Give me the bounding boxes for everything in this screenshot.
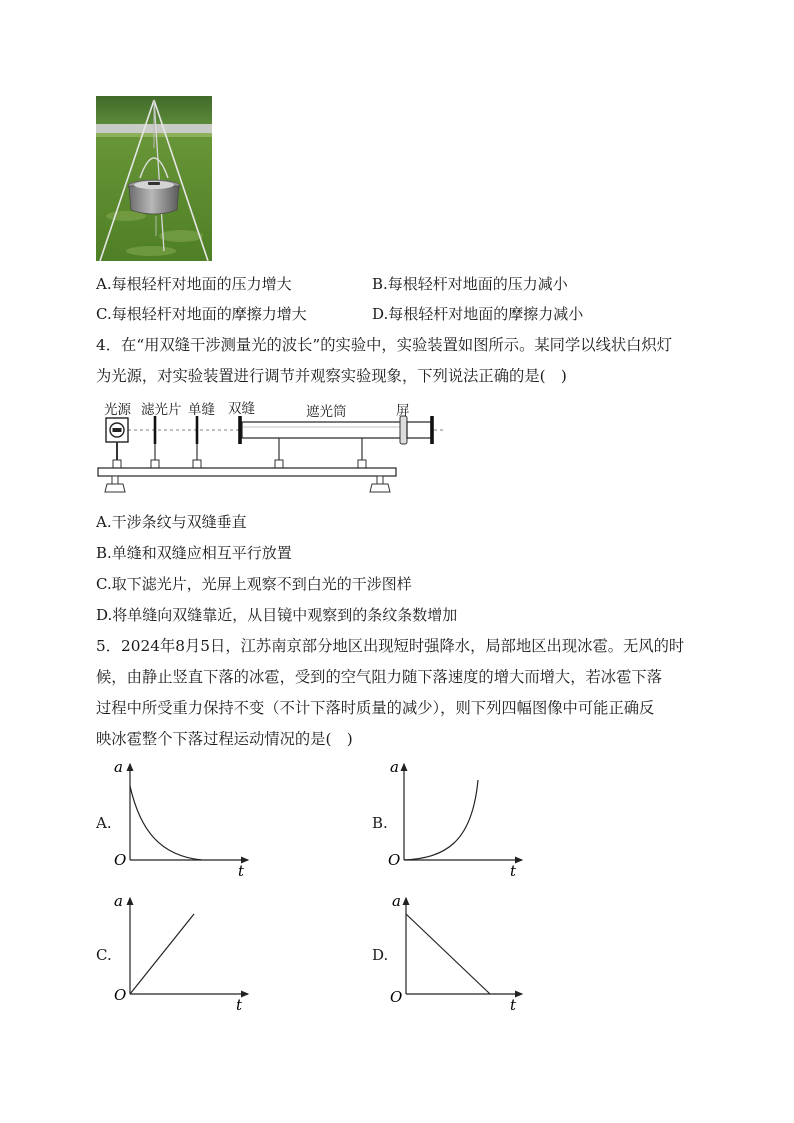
graph-c — [110, 890, 260, 1014]
q4-stem-line-2: 为光源，对实验装置进行调节并观察实验现象，下列说法正确的是( ) — [96, 367, 567, 385]
graph-d — [386, 890, 536, 1014]
line — [406, 914, 490, 994]
q5-stem-line-1: 5．2024年8月5日，江苏南京部分地区出现短时强降水，局部地区出现冰雹。无风的时 — [96, 637, 685, 655]
graph-b-label: B. — [372, 814, 388, 832]
label-filter: 滤光片 — [141, 402, 182, 418]
q5-stem-line-2: 候，由静止竖直下落的冰雹，受到的空气阻力随下落速度的增大而增大，若冰雹下落 — [96, 668, 662, 686]
graph-a — [110, 758, 260, 882]
graph-d-label: D. — [372, 946, 389, 964]
q4-option-a: A.干涉条纹与双缝垂直 — [96, 513, 247, 531]
curve — [130, 786, 202, 860]
label-screen: 屏 — [396, 403, 410, 419]
single-slit — [193, 416, 201, 468]
label-light-tube: 遮光筒 — [306, 404, 347, 420]
tripod-pot-photo — [96, 96, 212, 261]
label-single-slit: 单缝 — [188, 402, 215, 418]
label-light-source: 光源 — [104, 402, 131, 418]
x-axis-label: t — [236, 996, 243, 1014]
light-source — [106, 418, 128, 468]
q3-option-b: B.每根轻杆对地面的压力减小 — [372, 275, 568, 293]
q4-option-c: C.取下滤光片，光屏上观察不到白光的干涉图样 — [96, 575, 412, 593]
q4-option-b: B.单缝和双缝应相互平行放置 — [96, 544, 292, 562]
y-axis-label: a — [390, 758, 399, 776]
x-axis-label: t — [238, 862, 245, 880]
origin-label: O — [390, 988, 403, 1006]
line — [130, 914, 194, 994]
y-axis-label: a — [392, 892, 401, 910]
q3-option-c: C.每根轻杆对地面的摩擦力增大 — [96, 305, 307, 323]
graph-b — [384, 758, 534, 882]
y-axis-label: a — [114, 758, 123, 776]
q5-stem-line-4: 映冰雹整个下落过程运动情况的是( ) — [96, 730, 353, 748]
optical-bench — [98, 468, 396, 492]
q3-option-a: A.每根轻杆对地面的压力增大 — [96, 275, 292, 293]
filter — [151, 416, 159, 468]
q4-option-d: D.将单缝向双缝靠近，从目镜中观察到的条纹条数增加 — [96, 606, 458, 624]
tripod-pot-image — [96, 96, 212, 261]
label-double-slit: 双缝 — [228, 401, 255, 417]
q5-stem-line-3: 过程中所受重力保持不变（不计下落时质量的减少），则下列四幅图像中可能正确反 — [96, 699, 655, 717]
curve — [404, 780, 478, 860]
q4-stem-line-1: 4．在“用双缝干涉测量光的波长”的实验中，实验装置如图所示。某同学以线状白炽灯 — [96, 336, 673, 354]
x-axis-label: t — [510, 996, 517, 1014]
origin-label: O — [114, 986, 127, 1004]
light-tube — [240, 416, 432, 468]
q3-option-d: D.每根轻杆对地面的摩擦力减小 — [372, 305, 584, 323]
graph-a-label: A. — [96, 814, 112, 832]
graph-c-label: C. — [96, 946, 112, 964]
origin-label: O — [388, 851, 401, 869]
origin-label: O — [114, 851, 127, 869]
y-axis-label: a — [114, 892, 123, 910]
x-axis-label: t — [510, 862, 517, 880]
